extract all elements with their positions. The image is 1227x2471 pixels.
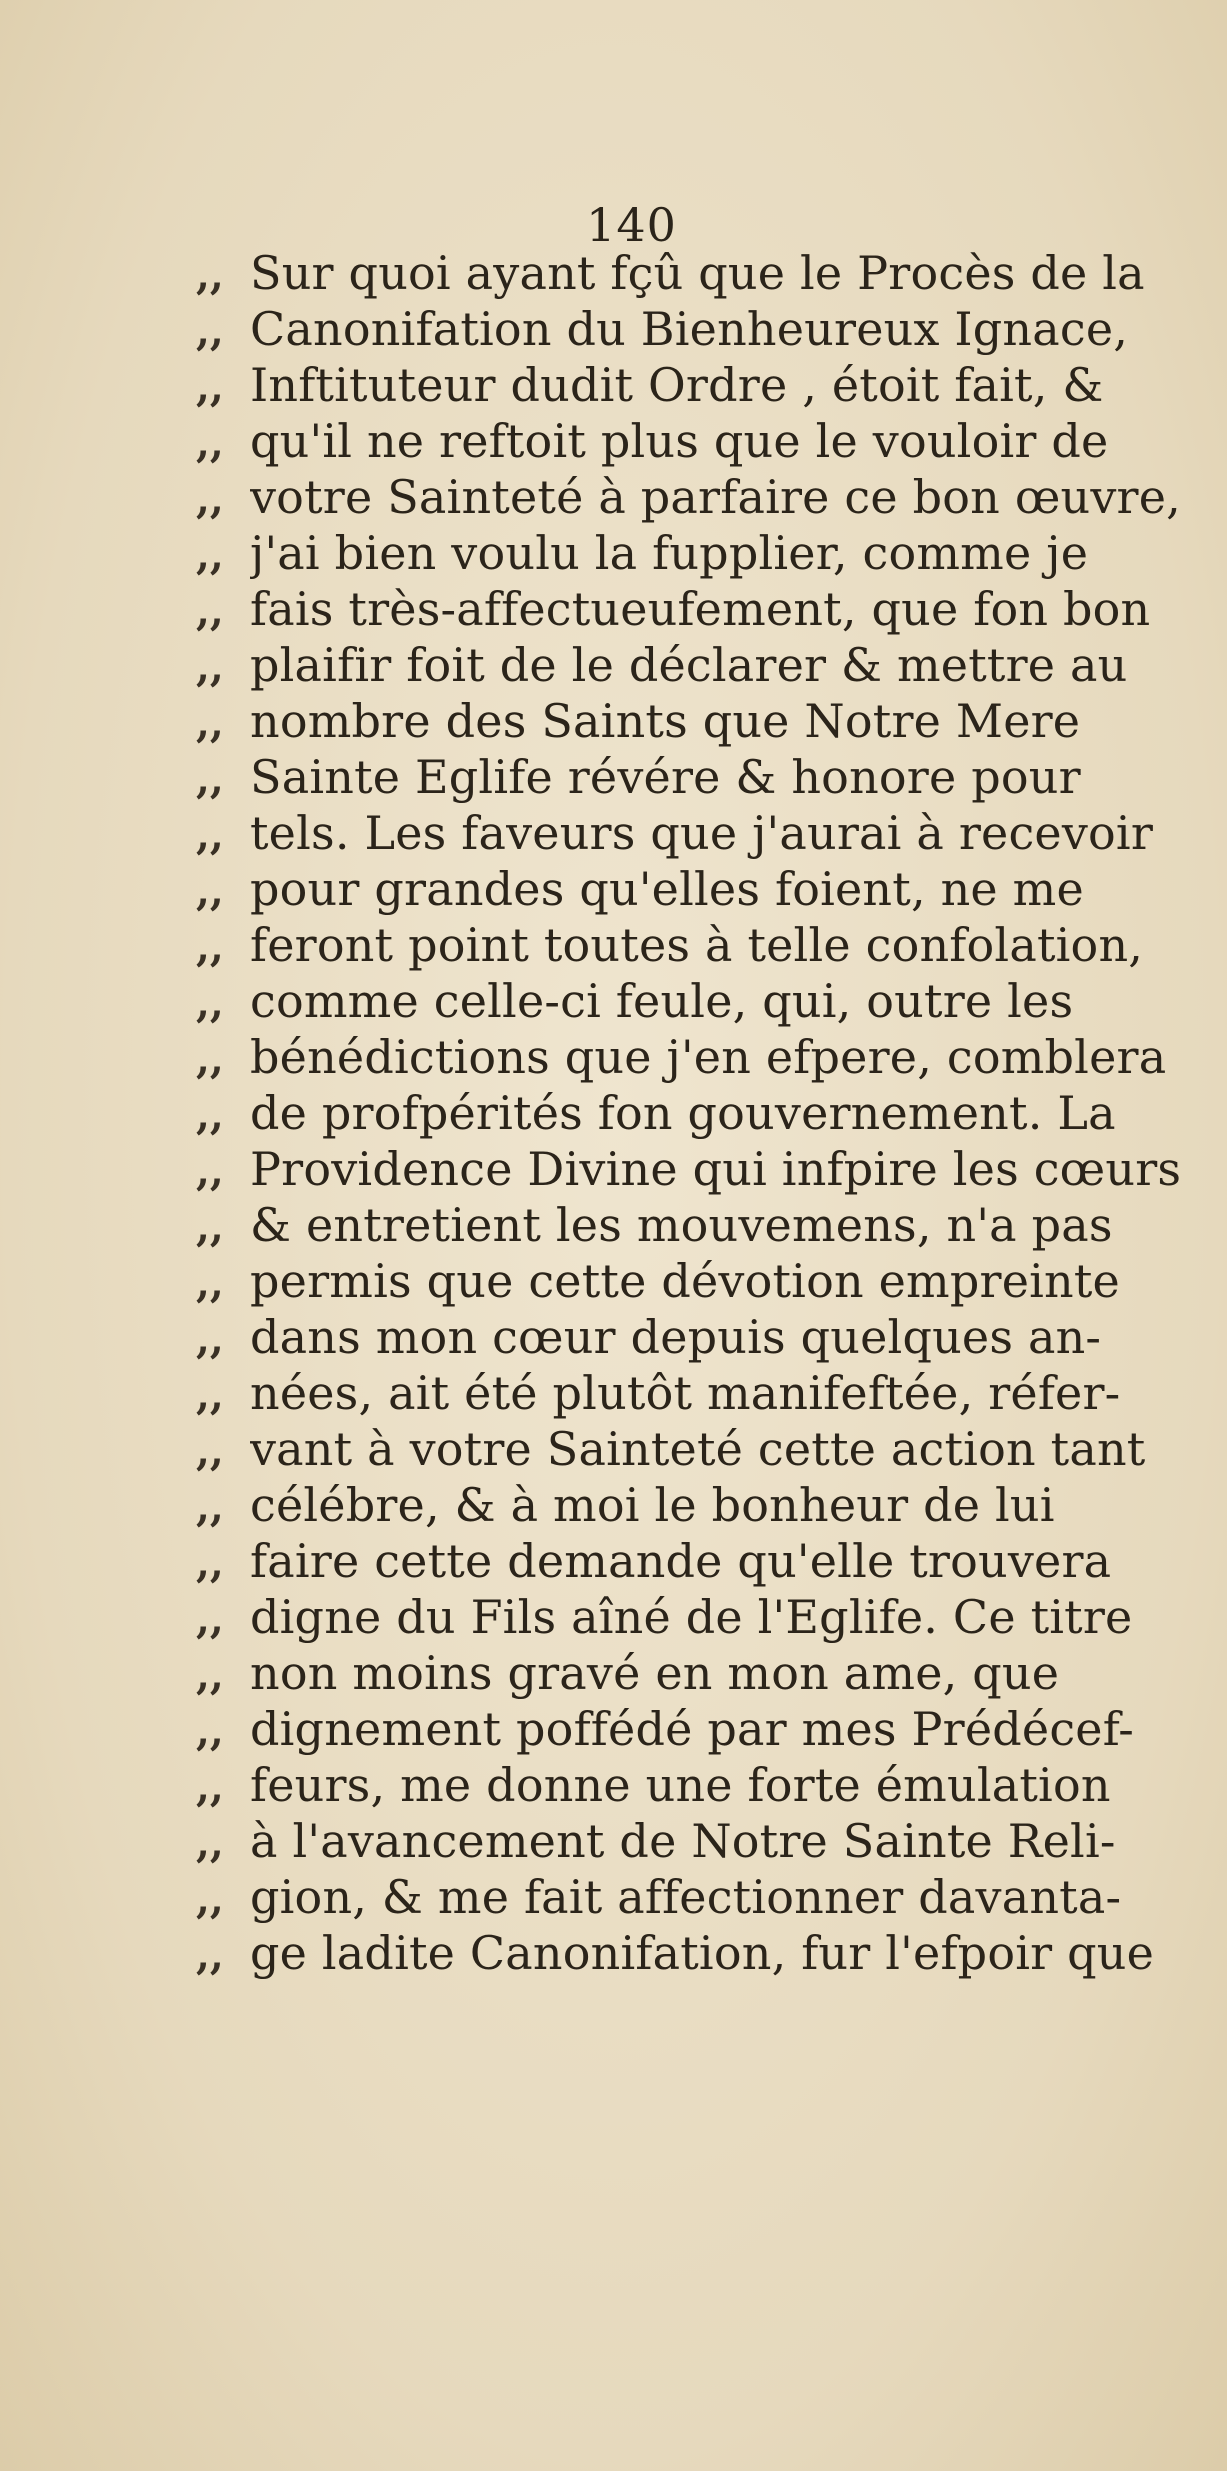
line-text: & entretient les mouvemens, n'a pas [250, 1198, 1113, 1252]
quote-mark: ,, [196, 1708, 224, 1755]
text-line [196, 1253, 1206, 1309]
line-text: non moins gravé en mon ame, que [250, 1646, 1060, 1700]
text-line [196, 1589, 1206, 1645]
line-text: Inftituteur dudit Ordre , étoit fait, & [250, 358, 1104, 412]
line-text: à l'avancement de Notre Sainte Reli- [250, 1814, 1116, 1868]
quote-mark: ,, [196, 756, 224, 803]
line-text: dignement poffédé par mes Prédécef- [250, 1702, 1135, 1756]
text-line [196, 469, 1206, 525]
line-text: Canonifation du Bienheureux Ignace, [250, 302, 1129, 356]
quote-mark: ,, [196, 812, 224, 859]
line-text: feront point toutes à telle confolation, [250, 918, 1144, 972]
text-line [196, 1309, 1206, 1365]
text-line [196, 1645, 1206, 1701]
quote-mark: ,, [196, 1596, 224, 1643]
quote-mark: ,, [196, 1652, 224, 1699]
text-line [196, 1925, 1206, 1981]
text-line [196, 1029, 1206, 1085]
quote-mark: ,, [196, 1764, 224, 1811]
line-text: digne du Fils aîné de l'Eglife. Ce titre [250, 1590, 1133, 1644]
line-text: feurs, me donne une forte émulation [250, 1758, 1111, 1812]
text-line [196, 1533, 1206, 1589]
line-text: vant à votre Sainteté cette action tant [250, 1422, 1146, 1476]
line-text: tels. Les faveurs que j'aurai à recevoir [250, 806, 1154, 860]
line-text: Sainte Eglife révére & honore pour [250, 750, 1081, 804]
quote-mark: ,, [196, 1484, 224, 1531]
text-line [196, 917, 1206, 973]
quote-mark: ,, [196, 476, 224, 523]
text-line [196, 1757, 1206, 1813]
text-line [196, 1197, 1206, 1253]
line-text: ge ladite Canonifation, fur l'efpoir que [250, 1926, 1155, 1980]
quote-mark: ,, [196, 644, 224, 691]
quote-mark: ,, [196, 588, 224, 635]
line-text: dans mon cœur depuis quelques an- [250, 1310, 1102, 1364]
line-text: j'ai bien voulu la fupplier, comme je [250, 526, 1089, 580]
line-text: qu'il ne reftoit plus que le vouloir de [250, 414, 1109, 468]
text-line [196, 301, 1206, 357]
text-line [196, 1085, 1206, 1141]
text-line [196, 581, 1206, 637]
quote-mark: ,, [196, 1148, 224, 1195]
body-text [196, 245, 1206, 1981]
quote-mark: ,, [196, 532, 224, 579]
quote-mark: ,, [196, 924, 224, 971]
text-line [196, 861, 1206, 917]
line-text: faire cette demande qu'elle trouvera [250, 1534, 1112, 1588]
quote-mark: ,, [196, 980, 224, 1027]
quote-mark: ,, [196, 1540, 224, 1587]
line-text: comme celle-ci feule, qui, outre les [250, 974, 1074, 1028]
text-line [196, 1365, 1206, 1421]
text-line [196, 805, 1206, 861]
line-text: plaifir foit de le déclarer & mettre au [250, 638, 1128, 692]
quote-mark: ,, [196, 1932, 224, 1979]
line-text: bénédictions que j'en efpere, comblera [250, 1030, 1167, 1084]
line-text: pour grandes qu'elles foient, ne me [250, 862, 1084, 916]
quote-mark: ,, [196, 364, 224, 411]
text-line [196, 693, 1206, 749]
text-line [196, 357, 1206, 413]
text-line [196, 1869, 1206, 1925]
line-text: permis que cette dévotion empreinte [250, 1254, 1120, 1308]
text-line [196, 1701, 1206, 1757]
text-line [196, 1141, 1206, 1197]
text-line [196, 525, 1206, 581]
quote-mark: ,, [196, 1820, 224, 1867]
line-text: Providence Divine qui infpire les cœurs [250, 1142, 1182, 1196]
quote-mark: ,, [196, 1316, 224, 1363]
line-text: Sur quoi ayant fçû que le Procès de la [250, 246, 1145, 300]
line-text: votre Sainteté à parfaire ce bon œuvre, [250, 470, 1181, 524]
quote-mark: ,, [196, 700, 224, 747]
quote-mark: ,, [196, 868, 224, 915]
line-text: célébre, & à moi le bonheur de lui [250, 1478, 1055, 1532]
text-line [196, 1421, 1206, 1477]
text-line [196, 1813, 1206, 1869]
line-text: de profpérités fon gouvernement. La [250, 1086, 1116, 1140]
text-line [196, 637, 1206, 693]
line-text: nées, ait été plutôt manifeftée, réfer- [250, 1366, 1121, 1420]
page-number: 140 [586, 198, 677, 252]
line-text: fais très-affectueufement, que fon bon [250, 582, 1151, 636]
text-line [196, 245, 1206, 301]
quote-mark: ,, [196, 1428, 224, 1475]
quote-mark: ,, [196, 1372, 224, 1419]
line-text: gion, & me fait affectionner davanta- [250, 1870, 1122, 1924]
text-line [196, 749, 1206, 805]
quote-mark: ,, [196, 1876, 224, 1923]
text-line [196, 973, 1206, 1029]
quote-mark: ,, [196, 1204, 224, 1251]
quote-mark: ,, [196, 308, 224, 355]
quote-mark: ,, [196, 1036, 224, 1083]
line-text: nombre des Saints que Notre Mere [250, 694, 1081, 748]
text-line [196, 413, 1206, 469]
quote-mark: ,, [196, 252, 224, 299]
quote-mark: ,, [196, 1092, 224, 1139]
quote-mark: ,, [196, 1260, 224, 1307]
quote-mark: ,, [196, 420, 224, 467]
text-line [196, 1477, 1206, 1533]
